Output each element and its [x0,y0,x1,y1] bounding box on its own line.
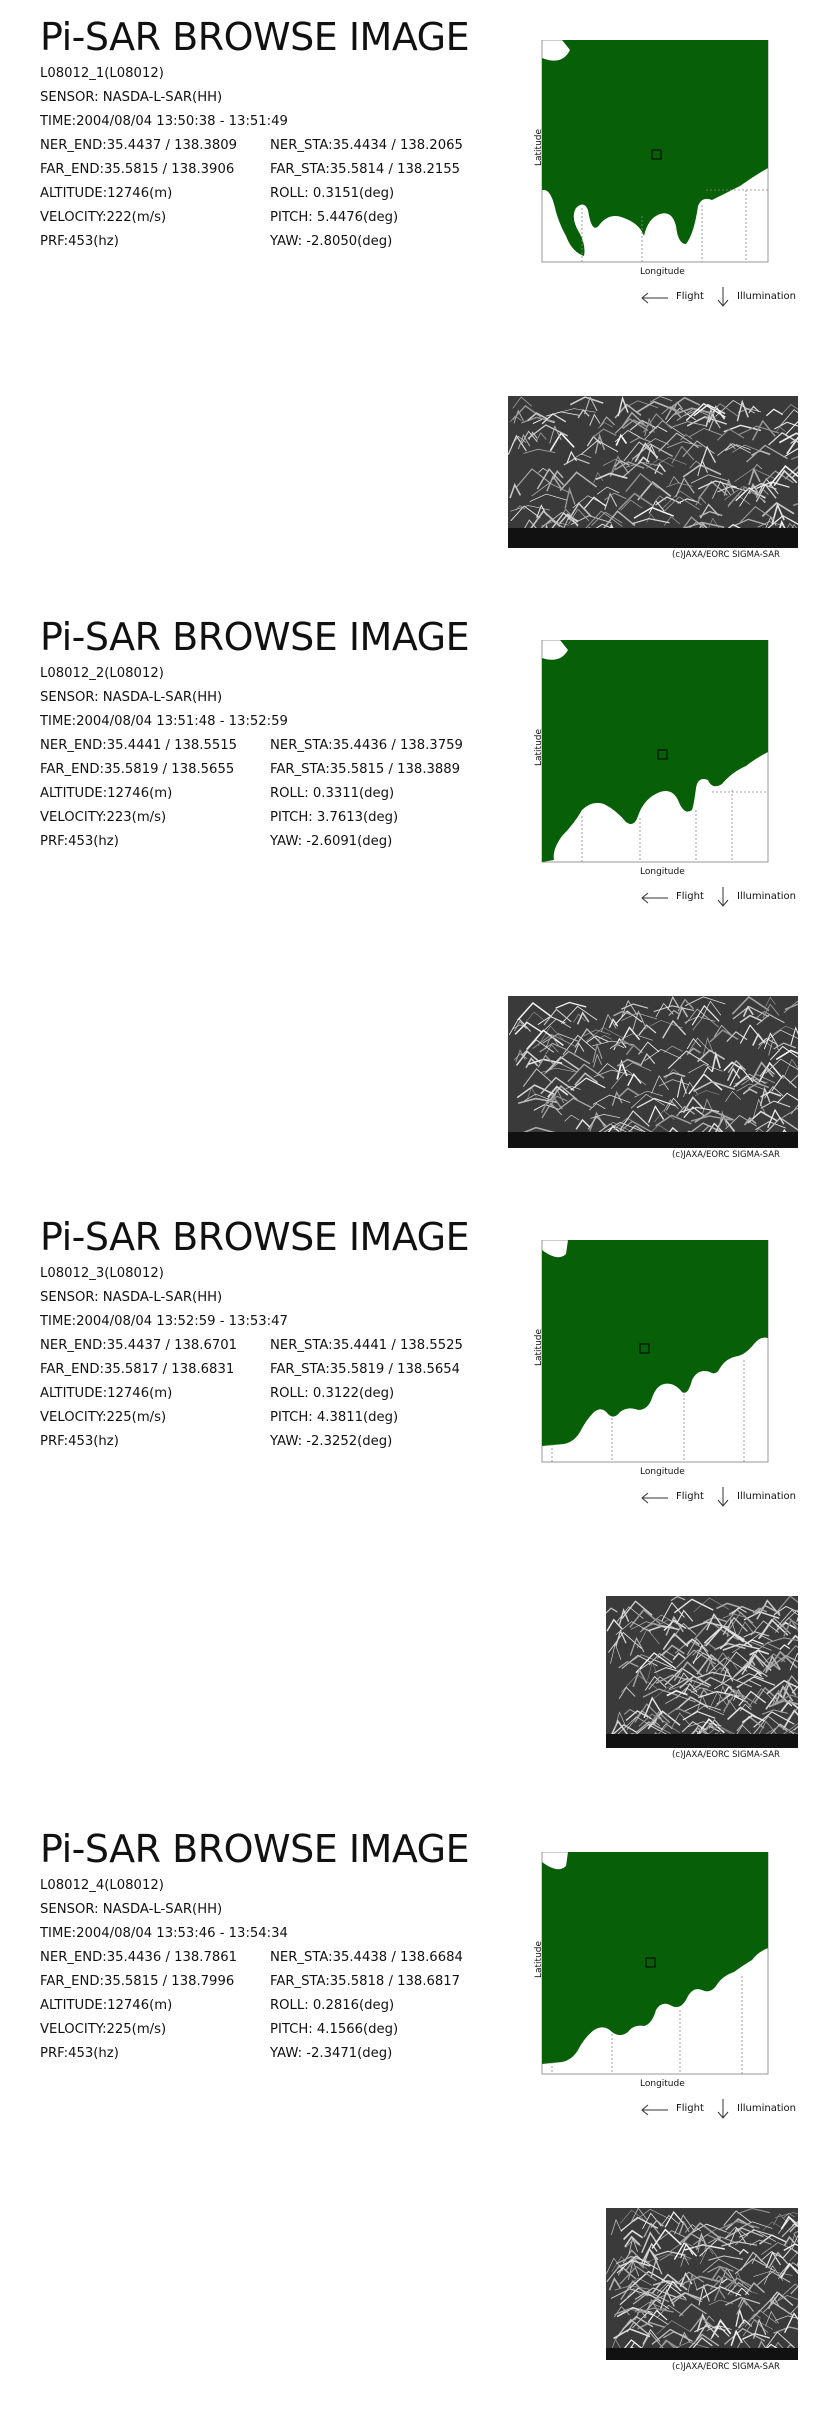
prf-text: PRF:453(hz) [40,834,119,849]
prf-text: PRF:453(hz) [40,234,119,249]
roll-text: ROLL: 0.2816(deg) [270,1998,395,2013]
copyright-text: (c)JAXA/EORC SIGMA-SAR [672,1150,780,1160]
altitude-text: ALTITUDE:12746(m) [40,1386,173,1401]
time-text: TIME:2004/08/04 13:50:38 - 13:51:49 [40,114,288,129]
scene-id: L08012_1(L08012) [40,66,164,81]
illumination-label: Illumination [737,291,796,302]
prf-text: PRF:453(hz) [40,1434,119,1449]
illumination-arrow-icon [717,1486,729,1508]
velocity-text: VELOCITY:225(m/s) [40,1410,167,1425]
far-end-text: FAR_END:35.5815 / 138.7996 [40,1974,235,1989]
page-title: Pi-SAR BROWSE IMAGE [40,1827,470,1871]
far-sta-text: FAR_STA:35.5818 / 138.6817 [270,1974,461,1989]
latitude-label: Latitude [534,1940,544,1978]
yaw-text: YAW: -2.3471(deg) [270,2046,393,2061]
ner-end-text: NER_END:35.4436 / 138.7861 [40,1950,238,1965]
sensor-text: SENSOR: NASDA-L-SAR(HH) [40,1902,223,1917]
flight-label: Flight [676,891,704,902]
roll-text: ROLL: 0.3122(deg) [270,1386,395,1401]
location-map [532,1852,772,2088]
copyright-text: (c)JAXA/EORC SIGMA-SAR [672,2362,780,2372]
flight-label: Flight [676,291,704,302]
latitude-label: Latitude [534,728,544,766]
far-end-text: FAR_END:35.5819 / 138.5655 [40,762,235,777]
longitude-label: Longitude [640,1467,685,1476]
direction-legend [640,286,810,310]
flight-arrow-icon [640,1492,670,1504]
velocity-text: VELOCITY:222(m/s) [40,210,167,225]
sensor-text: SENSOR: NASDA-L-SAR(HH) [40,1290,223,1305]
sar-browse-image [606,2208,798,2360]
velocity-text: VELOCITY:223(m/s) [40,810,167,825]
ner-sta-text: NER_STA:35.4436 / 138.3759 [270,738,463,753]
flight-label: Flight [676,1491,704,1502]
ner-end-text: NER_END:35.4441 / 138.5515 [40,738,238,753]
latitude-label: Latitude [534,1328,544,1366]
sar-browse-image [606,1596,798,1748]
flight-arrow-icon [640,292,670,304]
scene-id: L08012_3(L08012) [40,1266,164,1281]
sar-browse-image [508,996,798,1148]
scene-section [0,600,822,1200]
ner-end-text: NER_END:35.4437 / 138.6701 [40,1338,238,1353]
copyright-text: (c)JAXA/EORC SIGMA-SAR [672,1750,780,1760]
ner-sta-text: NER_STA:35.4438 / 138.6684 [270,1950,463,1965]
longitude-label: Longitude [640,867,685,876]
ner-sta-text: NER_STA:35.4434 / 138.2065 [270,138,463,153]
direction-legend [640,886,810,910]
altitude-text: ALTITUDE:12746(m) [40,1998,173,2013]
far-sta-text: FAR_STA:35.5819 / 138.5654 [270,1362,461,1377]
far-sta-text: FAR_STA:35.5814 / 138.2155 [270,162,461,177]
yaw-text: YAW: -2.8050(deg) [270,234,393,249]
altitude-text: ALTITUDE:12746(m) [40,186,173,201]
flight-arrow-icon [640,892,670,904]
ner-sta-text: NER_STA:35.4441 / 138.5525 [270,1338,463,1353]
far-end-text: FAR_END:35.5817 / 138.6831 [40,1362,235,1377]
flight-arrow-icon [640,2104,670,2116]
yaw-text: YAW: -2.3252(deg) [270,1434,393,1449]
far-sta-text: FAR_STA:35.5815 / 138.3889 [270,762,461,777]
scene-section [0,1812,822,2412]
latitude-label: Latitude [534,128,544,166]
direction-legend [640,2098,810,2122]
illumination-label: Illumination [737,2103,796,2114]
yaw-text: YAW: -2.6091(deg) [270,834,393,849]
pitch-text: PITCH: 4.3811(deg) [270,1410,399,1425]
altitude-text: ALTITUDE:12746(m) [40,786,173,801]
roll-text: ROLL: 0.3311(deg) [270,786,395,801]
scene-id: L08012_2(L08012) [40,666,164,681]
sar-browse-image [508,396,798,548]
time-text: TIME:2004/08/04 13:52:59 - 13:53:47 [40,1314,288,1329]
longitude-label: Longitude [640,2079,685,2088]
ner-end-text: NER_END:35.4437 / 138.3809 [40,138,238,153]
location-map [532,640,772,876]
longitude-label: Longitude [640,267,685,276]
page-title: Pi-SAR BROWSE IMAGE [40,1215,470,1259]
illumination-label: Illumination [737,891,796,902]
illumination-arrow-icon [717,2098,729,2120]
sensor-text: SENSOR: NASDA-L-SAR(HH) [40,90,223,105]
sensor-text: SENSOR: NASDA-L-SAR(HH) [40,690,223,705]
page-title: Pi-SAR BROWSE IMAGE [40,15,470,59]
page-title: Pi-SAR BROWSE IMAGE [40,615,470,659]
location-map [532,40,772,276]
velocity-text: VELOCITY:225(m/s) [40,2022,167,2037]
roll-text: ROLL: 0.3151(deg) [270,186,395,201]
illumination-arrow-icon [717,886,729,908]
copyright-text: (c)JAXA/EORC SIGMA-SAR [672,550,780,560]
flight-label: Flight [676,2103,704,2114]
far-end-text: FAR_END:35.5815 / 138.3906 [40,162,235,177]
pitch-text: PITCH: 5.4476(deg) [270,210,399,225]
time-text: TIME:2004/08/04 13:53:46 - 13:54:34 [40,1926,288,1941]
location-map [532,1240,772,1476]
scene-section [0,1200,822,1800]
scene-id: L08012_4(L08012) [40,1878,164,1893]
scene-section [0,0,822,600]
direction-legend [640,1486,810,1510]
illumination-label: Illumination [737,1491,796,1502]
time-text: TIME:2004/08/04 13:51:48 - 13:52:59 [40,714,288,729]
pitch-text: PITCH: 3.7613(deg) [270,810,399,825]
illumination-arrow-icon [717,286,729,308]
prf-text: PRF:453(hz) [40,2046,119,2061]
pitch-text: PITCH: 4.1566(deg) [270,2022,399,2037]
